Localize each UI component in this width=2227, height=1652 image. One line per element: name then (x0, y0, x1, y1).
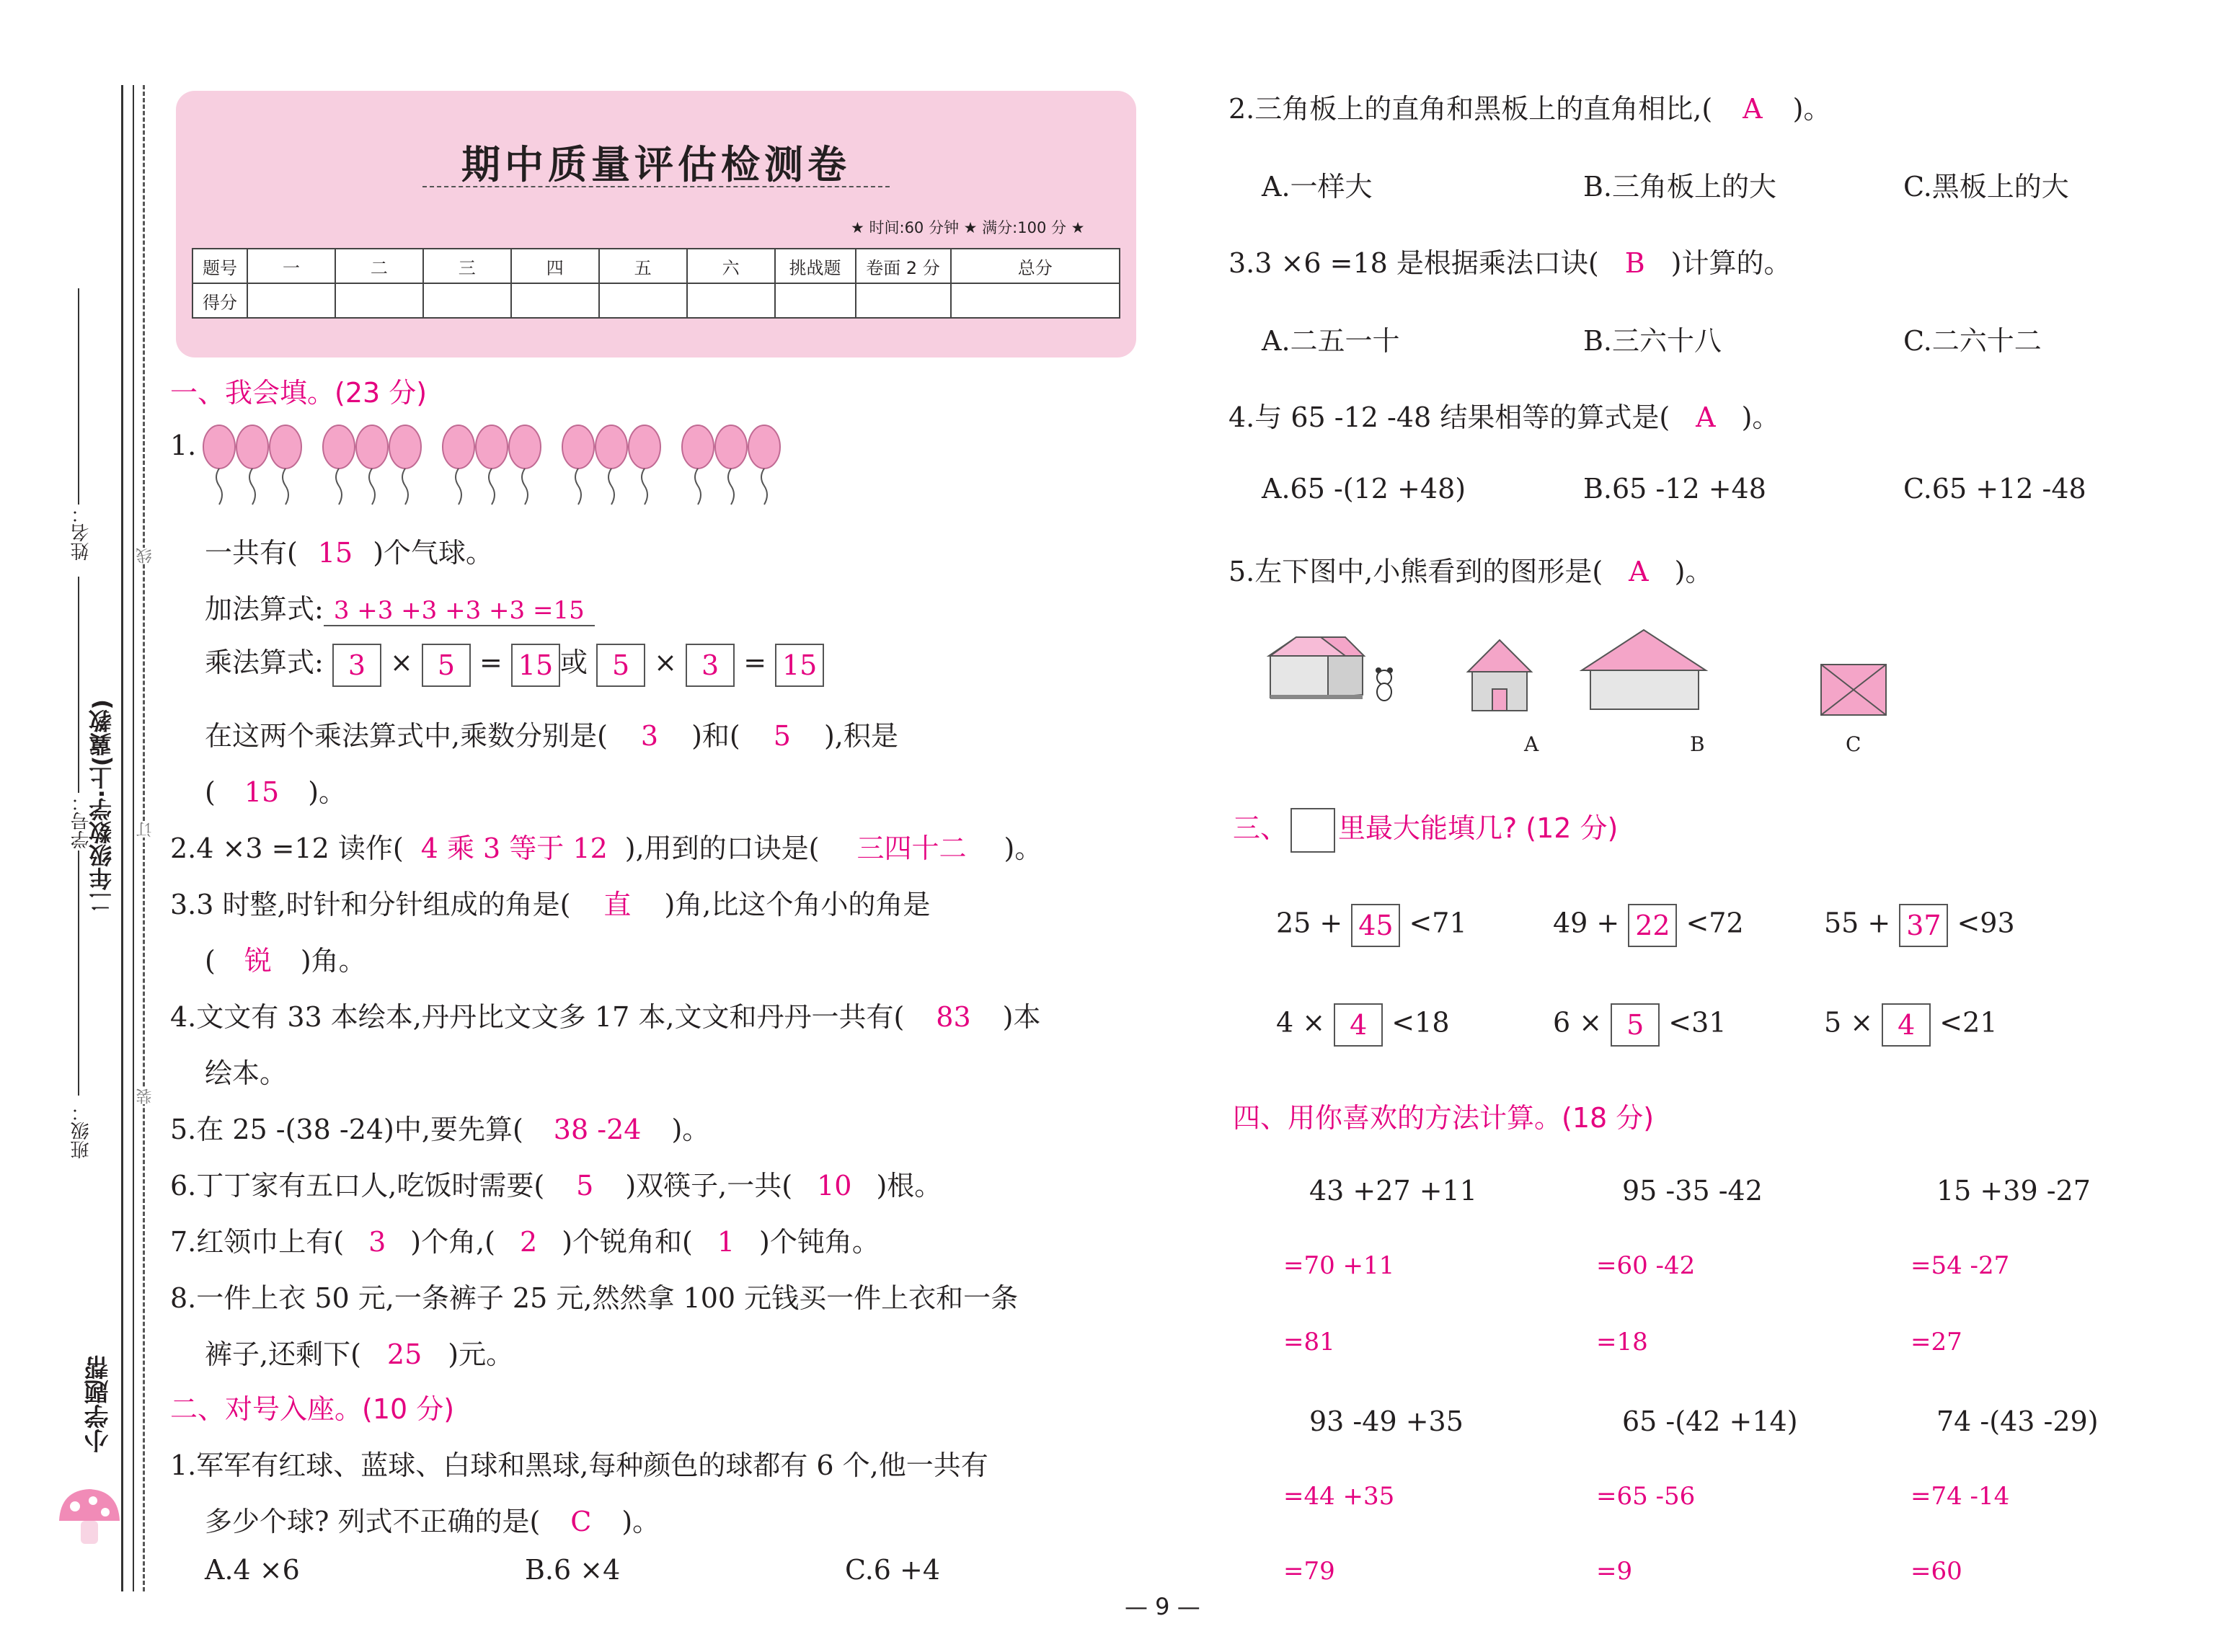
cut-mark-2: 订 (134, 822, 156, 838)
q4-answer: 83 (936, 1001, 971, 1033)
s2-q2-answer: A (1743, 93, 1763, 125)
score-input[interactable] (423, 283, 511, 318)
score-cell: 挑战题 (775, 249, 856, 283)
s2-q3-line (1228, 241, 1791, 280)
s4-step-1: =65 -56 (1596, 1482, 1696, 1511)
q1-product-line (205, 770, 346, 809)
s2-q3-pre: 3.3 ×6 =18 是根据乘法口诀( (1228, 247, 1599, 279)
balloon-icon (323, 425, 355, 505)
s2-q4-option-c: C.65 +12 -48 (1903, 473, 2086, 505)
brand-text: 小学题帮 (84, 1355, 113, 1453)
s2-q2-option-c: C.黑板上的大 (1903, 171, 2069, 203)
s2-q1-answer: C (570, 1506, 592, 1537)
class-label: 班级： (71, 1103, 92, 1159)
s3-right: <72 (1686, 907, 1744, 939)
q8-line: 8.一件上衣 50 元,一条裤子 25 元,然然拿 100 元钱买一件上衣和一条 (170, 1282, 1019, 1314)
title-underline (422, 186, 890, 187)
figure-label-b: B (1690, 732, 1705, 756)
s2-q4-option-b: B.65 -12 +48 (1583, 473, 1766, 505)
q7-answer-1: 3 (368, 1226, 386, 1258)
q6-line (170, 1163, 942, 1203)
s3-right: <93 (1957, 907, 2015, 939)
s2-q5-line (1228, 549, 1712, 589)
q1-product-post: )。 (308, 776, 347, 808)
q6-post: )根。 (876, 1170, 942, 1202)
q1-total-line (205, 530, 493, 570)
score-cell: 总分 (951, 249, 1120, 283)
s2-q1-option-c: C.6 +4 (845, 1554, 941, 1586)
q5-pre: 5.在 25 -(38 -24)中,要先算( (170, 1114, 523, 1145)
exam-meta: ★ 时间:60 分钟 ★ 满分:100 分 ★ (851, 219, 1085, 236)
figure-label-c: C (1846, 732, 1861, 756)
mul-op: = (479, 647, 502, 678)
s4-expression: 95 -35 -42 (1622, 1175, 1763, 1207)
mushroom-logo (53, 1485, 125, 1550)
balloon-icon (509, 425, 541, 505)
cut-line (143, 85, 145, 1591)
q7-line (170, 1220, 880, 1259)
q3-answer-2: 锐 (244, 945, 272, 977)
q5-post: )。 (671, 1114, 710, 1145)
q1-mul-line (205, 640, 824, 687)
q5-answer: 38 -24 (553, 1114, 642, 1145)
balloon-icon (389, 425, 421, 505)
balloon-icon (356, 425, 388, 505)
score-input[interactable] (247, 283, 335, 318)
bear-icon (1376, 667, 1393, 701)
mul-box: 15 (775, 644, 824, 687)
s3-item (1824, 1003, 1998, 1047)
q4-line (170, 995, 1040, 1034)
balloon-icon (562, 425, 594, 505)
q4-pre: 4.文文有 33 本绘本,丹丹比文文多 17 本,文文和丹丹一共有( (170, 1001, 905, 1033)
score-table-input-row (192, 283, 1120, 318)
s4-step-1: =60 -42 (1596, 1251, 1696, 1280)
q3-pre: 3.3 时整,时针和分针组成的角是( (170, 889, 571, 920)
balloon-icon (748, 425, 780, 505)
s2-q2-line (1228, 86, 1830, 126)
section2-heading: 二、对号入座。(10 分) (170, 1393, 455, 1425)
q2-answer-1: 4 乘 3 等于 12 (420, 832, 608, 864)
s3-left: 55 + (1824, 907, 1891, 939)
s4-step-2: =27 (1911, 1328, 1962, 1356)
mul-op: × (654, 647, 678, 678)
s2-q2-option-b: B.三角板上的大 (1583, 171, 1777, 203)
mul-box: 5 (596, 644, 645, 687)
s2-q4-option-a: A.65 -(12 +48) (1262, 473, 1466, 505)
q7-answer-3: 1 (717, 1226, 735, 1258)
score-input[interactable] (951, 283, 1120, 318)
q8-post: )元。 (448, 1338, 514, 1370)
q3-answer-1: 直 (603, 889, 632, 920)
q1-factors-line (205, 714, 898, 753)
s2-q3-post: )计算的。 (1670, 247, 1792, 279)
q3-pre-2: ( (205, 945, 216, 977)
score-input[interactable] (599, 283, 687, 318)
s4-step-2: =79 (1283, 1557, 1335, 1586)
q1-mul-label: 乘法算式: (205, 647, 324, 678)
id-line (78, 577, 79, 793)
q2-answer-2: 三四十二 (856, 832, 967, 864)
q7-mid-2: )个锐角和( (562, 1226, 693, 1258)
figure-label-a: A (1524, 732, 1539, 756)
score-cell: 一 (247, 249, 335, 283)
s4-expression: 65 -(42 +14) (1622, 1405, 1798, 1437)
s2-q1-post: )。 (621, 1506, 660, 1537)
mul-box: 3 (332, 644, 381, 687)
score-cell: 三 (423, 249, 511, 283)
book-title: 二年级数学·上(冀教) (88, 699, 115, 914)
q1-add-label: 加法算式: (205, 593, 324, 625)
s3-right: <71 (1409, 907, 1467, 939)
balloon-icon (203, 425, 235, 505)
q1-factors-pre: 在这两个乘法算式中,乘数分别是( (205, 720, 608, 752)
s2-q1-line: 1.军军有红球、蓝球、白球和黑球,每种颜色的球都有 6 个,他一共有 (170, 1449, 988, 1481)
q1-total-post: )个气球。 (373, 537, 494, 569)
s3-left: 6 × (1553, 1006, 1603, 1039)
s4-expression: 74 -(43 -29) (1936, 1405, 2099, 1437)
q6-pre: 6.丁丁家有五口人,吃饭时需要( (170, 1170, 545, 1202)
s2-q3-option-a: A.二五一十 (1262, 325, 1400, 357)
s2-q3-option-b: B.三六十八 (1583, 325, 1722, 357)
q1-add-answer: 3 +3 +3 +3 +3 =15 (324, 596, 595, 626)
score-input[interactable] (856, 283, 951, 318)
score-input[interactable] (335, 283, 423, 318)
score-row-label: 得分 (192, 283, 247, 318)
mul-op: = (743, 647, 767, 678)
q7-pre: 7.红领巾上有( (170, 1226, 345, 1258)
s3-answer-box: 22 (1628, 904, 1677, 947)
s3-left: 5 × (1824, 1006, 1874, 1039)
q6-answer-2: 10 (817, 1170, 852, 1202)
s4-step-1: =74 -14 (1911, 1482, 2010, 1511)
q2-post: )。 (1004, 832, 1042, 864)
s4-step-1: =44 +35 (1283, 1482, 1395, 1511)
option-c-figure (1821, 665, 1886, 715)
q7-post: )个钝角。 (759, 1226, 880, 1258)
q1-factors-mid: )和( (691, 720, 740, 752)
q3-mid: )角,比这个角小的角是 (664, 889, 931, 920)
s3-left: 4 × (1276, 1006, 1326, 1039)
q1-product-pre: ( (205, 776, 216, 808)
balloon-icon (270, 425, 301, 505)
q1-factor-b: 5 (773, 720, 791, 752)
s3-answer-box: 4 (1334, 1003, 1383, 1047)
mul-box: 3 (686, 644, 735, 687)
s3-item (1276, 1003, 1450, 1047)
balloon-icon (596, 425, 627, 505)
q1-total-answer: 15 (317, 537, 353, 569)
s3-item (1824, 904, 2015, 947)
section4-heading: 四、用你喜欢的方法计算。(18 分) (1233, 1102, 1655, 1134)
s3-right: <31 (1668, 1006, 1727, 1039)
cut-mark-3: 装 (134, 1088, 156, 1104)
name-line (78, 288, 79, 505)
balloon-icon (236, 425, 268, 505)
section3-heading-pre: 三、 (1233, 812, 1288, 844)
s2-q5-answer: A (1629, 556, 1649, 587)
s4-step-1: =54 -27 (1911, 1251, 2010, 1280)
score-cell: 题号 (192, 249, 247, 283)
s3-left: 25 + (1276, 907, 1343, 939)
q2-pre: 2.4 ×3 =12 读作( (170, 832, 404, 864)
s4-step-2: =81 (1283, 1328, 1335, 1356)
name-label: 姓名： (71, 505, 92, 561)
option-b-figure (1582, 630, 1706, 709)
s3-right: <21 (1939, 1006, 1998, 1039)
q1-total-pre: 一共有( (205, 537, 298, 569)
s2-q2-option-a: A.一样大 (1262, 171, 1373, 203)
s2-q5-pre: 5.左下图中,小熊看到的图形是( (1228, 556, 1603, 587)
mul-or: 或 (559, 647, 588, 678)
house-view-illustration (1254, 620, 1903, 764)
q8-pre: 裤子,还剩下( (205, 1338, 361, 1370)
s3-left: 49 + (1553, 907, 1620, 939)
id-label: 学号： (71, 793, 92, 849)
s2-q4-pre: 4.与 65 -12 -48 结果相等的算式是( (1228, 401, 1670, 433)
s2-q3-option-c: C.二六十二 (1903, 325, 2042, 357)
balloon-icon (476, 425, 508, 505)
section3-heading (1233, 806, 1618, 853)
s2-q4-post: )。 (1741, 401, 1780, 433)
q1-add-line (205, 587, 595, 626)
s4-step-1: =70 +11 (1283, 1251, 1395, 1280)
s4-expression: 43 +27 +11 (1309, 1175, 1477, 1207)
q1-factor-a: 3 (640, 720, 659, 752)
balloon-icon (443, 425, 474, 505)
margin-line-inner (133, 85, 134, 1591)
q3-post: )角。 (300, 945, 366, 977)
balloon-icon (629, 425, 660, 505)
cut-mark-1: 线 (134, 548, 156, 564)
score-input[interactable] (775, 283, 856, 318)
s4-step-2: =60 (1911, 1557, 1962, 1586)
class-line (78, 851, 79, 1096)
section1-heading: 一、我会填。(23 分) (170, 377, 428, 409)
section3-heading-post: 里最大能填几? (12 分) (1338, 812, 1619, 844)
balloon-icon (715, 425, 747, 505)
s3-answer-box: 45 (1351, 904, 1400, 947)
score-cell: 五 (599, 249, 687, 283)
q4-line-2: 绘本。 (205, 1057, 288, 1089)
balloon-icon (682, 425, 714, 505)
s2-q1-option-b: B.6 ×4 (525, 1554, 621, 1586)
margin-line-outer (121, 85, 123, 1591)
s4-expression: 93 -49 +35 (1309, 1405, 1464, 1437)
score-cell: 卷面 2 分 (856, 249, 951, 283)
q1-product-answer: 15 (244, 776, 280, 808)
s4-step-2: =9 (1596, 1557, 1633, 1586)
q8-answer: 25 (386, 1338, 422, 1370)
s4-expression: 15 +39 -27 (1936, 1175, 2091, 1207)
q7-answer-2: 2 (520, 1226, 538, 1258)
s2-q2-pre: 2.三角板上的直角和黑板上的直角相比,( (1228, 93, 1713, 125)
q2-mid: ),用到的口诀是( (624, 832, 820, 864)
q4-post: )本 (1002, 1001, 1041, 1033)
mul-box: 5 (422, 644, 471, 687)
q6-mid: )双筷子,一共( (625, 1170, 793, 1202)
page-number: — 9 — (1125, 1593, 1200, 1620)
score-input[interactable] (511, 283, 599, 318)
s3-item (1553, 904, 1744, 947)
s4-step-2: =18 (1596, 1328, 1648, 1356)
score-table-header-row (192, 249, 1120, 283)
option-a-figure (1468, 640, 1531, 711)
s2-q4-line (1228, 395, 1779, 435)
balloon-illustration (198, 418, 796, 512)
q6-answer-1: 5 (576, 1170, 594, 1202)
s3-answer-box: 37 (1899, 904, 1948, 947)
q8-line-2 (205, 1332, 513, 1372)
s3-answer-box: 5 (1611, 1003, 1660, 1047)
q3-line (170, 882, 930, 922)
s2-q1-pre: 多少个球? 列式不正确的是( (205, 1506, 541, 1537)
s2-q4-answer: A (1696, 401, 1716, 433)
score-table (192, 248, 1120, 319)
s2-q1-line-2 (205, 1499, 660, 1539)
s2-q3-answer: B (1624, 247, 1645, 279)
score-cell: 六 (687, 249, 775, 283)
q1-number: 1. (170, 430, 197, 461)
s3-answer-box: 4 (1882, 1003, 1931, 1047)
q5-line (170, 1107, 709, 1147)
s3-item (1553, 1003, 1727, 1047)
page-title: 期中质量评估检测卷 (461, 142, 851, 187)
mul-box: 15 (511, 644, 560, 687)
s2-q2-post: )。 (1792, 93, 1831, 125)
bear-house-figure (1269, 637, 1364, 699)
score-cell: 二 (335, 249, 423, 283)
q2-line (170, 826, 1042, 866)
s3-item (1276, 904, 1467, 947)
s2-q1-option-a: A.4 ×6 (205, 1554, 300, 1586)
mul-op: × (390, 647, 413, 678)
q1-factors-post: ),积是 (823, 720, 898, 752)
score-cell: 四 (511, 249, 599, 283)
q3-line-2 (205, 938, 366, 978)
s3-right: <18 (1391, 1006, 1450, 1039)
q7-mid-1: )个角,( (410, 1226, 496, 1258)
blank-box-icon (1290, 808, 1335, 853)
s2-q5-post: )。 (1674, 556, 1713, 587)
score-input[interactable] (687, 283, 775, 318)
